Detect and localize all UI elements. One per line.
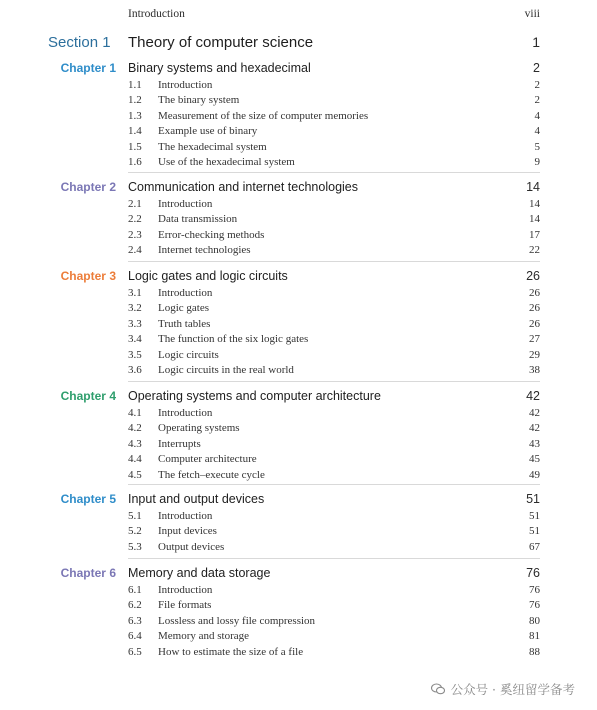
section-heading[interactable] bbox=[0, 34, 540, 56]
subentry-page: 88 bbox=[529, 645, 540, 658]
subentry-page: 76 bbox=[529, 599, 540, 612]
chapter-block bbox=[0, 389, 540, 484]
chapter-block bbox=[0, 566, 540, 661]
chapter-block bbox=[0, 492, 540, 556]
subentry-page: 81 bbox=[529, 630, 540, 643]
chapter-heading[interactable] bbox=[0, 492, 540, 510]
subentry-page: 4 bbox=[534, 125, 540, 138]
subentry-number: 3.6 bbox=[128, 363, 142, 376]
subentry-title: Introduction bbox=[158, 510, 213, 522]
toc-subentry[interactable] bbox=[0, 302, 540, 317]
subentry-number: 4.5 bbox=[128, 468, 142, 481]
toc-subentry[interactable] bbox=[0, 156, 540, 171]
subentry-page: 26 bbox=[529, 317, 540, 330]
subentry-number: 5.2 bbox=[128, 525, 142, 538]
subentry-number: 4.2 bbox=[128, 422, 142, 435]
toc-subentry[interactable] bbox=[0, 469, 540, 484]
subentry-page: 5 bbox=[534, 140, 540, 153]
chapter-divider bbox=[128, 261, 540, 262]
toc-subentry[interactable] bbox=[0, 333, 540, 348]
toc-subentry[interactable] bbox=[0, 584, 540, 599]
subentry-title: Introduction bbox=[158, 198, 213, 210]
subentry-number: 1.1 bbox=[128, 79, 142, 91]
chapter-divider bbox=[128, 381, 540, 382]
chapter-page: 76 bbox=[526, 566, 540, 580]
section-page: 1 bbox=[532, 34, 540, 50]
subentry-title: Data transmission bbox=[158, 213, 238, 226]
subentry-title: Lossless and lossy file compression bbox=[158, 614, 316, 627]
subentry-number: 3.5 bbox=[128, 348, 142, 361]
subentry-number: 4.3 bbox=[128, 437, 142, 450]
subentry-number: 3.3 bbox=[128, 317, 142, 330]
toc-subentry[interactable] bbox=[0, 630, 540, 645]
subentry-number: 6.3 bbox=[128, 614, 142, 627]
chapter-label: Chapter 6 bbox=[60, 566, 116, 580]
chapter-heading[interactable] bbox=[0, 389, 540, 407]
chapter-page: 2 bbox=[533, 61, 540, 75]
subentry-title: Logic circuits in the real world bbox=[158, 363, 294, 376]
subentry-title: Logic circuits bbox=[158, 348, 219, 361]
subentry-page: 26 bbox=[529, 287, 540, 299]
toc-subentry[interactable] bbox=[0, 541, 540, 556]
entry-page: viii bbox=[524, 8, 540, 20]
subentry-number: 1.4 bbox=[128, 125, 142, 138]
subentry-title: Interrupts bbox=[158, 437, 201, 450]
watermark-text: 公众号 · 奚纽留学备考 bbox=[450, 682, 575, 697]
chapter-title: Memory and data storage bbox=[128, 566, 271, 580]
toc-subentry[interactable] bbox=[0, 349, 540, 364]
subentry-page: 4 bbox=[534, 109, 540, 122]
subentry-title: Memory and storage bbox=[158, 630, 250, 643]
chapter-heading[interactable] bbox=[0, 269, 540, 287]
toc-subentry[interactable] bbox=[0, 318, 540, 333]
chapter-title: Binary systems and hexadecimal bbox=[128, 61, 311, 75]
subentry-page: 43 bbox=[529, 437, 540, 450]
subentry-page: 2 bbox=[534, 79, 540, 91]
toc-subentry[interactable] bbox=[0, 79, 540, 94]
chapter-page: 42 bbox=[526, 389, 540, 403]
chapter-label: Chapter 2 bbox=[60, 180, 116, 194]
subentry-title: Introduction bbox=[158, 407, 213, 419]
toc-subentry[interactable] bbox=[0, 599, 540, 614]
subentry-number: 1.3 bbox=[128, 109, 142, 122]
subentry-number: 3.4 bbox=[128, 333, 142, 346]
chapter-label: Chapter 4 bbox=[60, 389, 116, 403]
subentry-page: 51 bbox=[529, 525, 540, 538]
chapter-label: Chapter 1 bbox=[60, 61, 116, 75]
chapter-page: 26 bbox=[526, 269, 540, 283]
subentry-number: 2.1 bbox=[128, 198, 142, 210]
subentry-title: The fetch–execute cycle bbox=[158, 468, 265, 481]
subentry-number: 5.1 bbox=[128, 510, 142, 522]
subentry-page: 27 bbox=[529, 333, 540, 346]
subentry-title: Introduction bbox=[158, 287, 213, 299]
entry-title: Introduction bbox=[128, 8, 185, 20]
subentry-number: 4.1 bbox=[128, 407, 142, 419]
watermark bbox=[431, 680, 575, 698]
subentry-title: Introduction bbox=[158, 79, 213, 91]
subentry-title: Input devices bbox=[158, 525, 217, 538]
subentry-number: 2.2 bbox=[128, 213, 142, 226]
subentry-page: 9 bbox=[534, 155, 540, 168]
subentry-title: Computer architecture bbox=[158, 453, 257, 466]
subentry-number: 2.3 bbox=[128, 228, 142, 241]
toc-subentry[interactable] bbox=[0, 94, 540, 109]
subentry-title: File formats bbox=[158, 599, 212, 612]
toc-subentry[interactable] bbox=[0, 453, 540, 468]
chapter-divider bbox=[128, 484, 540, 485]
chapter-title: Operating systems and computer architecture bbox=[128, 389, 381, 403]
subentry-title: Use of the hexadecimal system bbox=[158, 155, 295, 168]
subentry-page: 76 bbox=[529, 584, 540, 596]
subentry-title: Example use of binary bbox=[158, 125, 258, 138]
subentry-number: 2.4 bbox=[128, 244, 142, 257]
subentry-number: 6.2 bbox=[128, 599, 142, 612]
subentry-page: 49 bbox=[529, 468, 540, 481]
subentry-title: The binary system bbox=[158, 94, 240, 107]
chapter-divider bbox=[128, 172, 540, 173]
subentry-title: Truth tables bbox=[158, 317, 211, 330]
chapter-page: 51 bbox=[526, 492, 540, 506]
subentry-title: Measurement of the size of computer memories bbox=[158, 109, 369, 122]
subentry-title: Introduction bbox=[158, 584, 213, 596]
chapter-heading[interactable] bbox=[0, 180, 540, 198]
subentry-title: Internet technologies bbox=[158, 244, 251, 257]
toc-entry-introduction[interactable] bbox=[128, 8, 540, 24]
section-title: Theory of computer science bbox=[128, 34, 314, 51]
subentry-number: 6.5 bbox=[128, 645, 142, 658]
subentry-title: How to estimate the size of a file bbox=[158, 645, 304, 658]
subentry-title: Operating systems bbox=[158, 422, 240, 435]
chapter-divider bbox=[128, 558, 540, 559]
toc-subentry[interactable] bbox=[0, 438, 540, 453]
subentry-title: Error-checking methods bbox=[158, 228, 265, 241]
wechat-icon bbox=[431, 683, 445, 695]
chapter-title: Logic gates and logic circuits bbox=[128, 269, 288, 283]
toc-subentry[interactable] bbox=[0, 141, 540, 156]
subentry-number: 4.4 bbox=[128, 453, 142, 466]
subentry-page: 45 bbox=[529, 453, 540, 466]
subentry-page: 67 bbox=[529, 540, 540, 553]
subentry-number: 6.1 bbox=[128, 584, 142, 596]
subentry-number: 3.2 bbox=[128, 302, 142, 315]
subentry-title: The hexadecimal system bbox=[158, 140, 267, 153]
chapter-block bbox=[0, 269, 540, 379]
chapter-label: Chapter 5 bbox=[60, 492, 116, 506]
toc-subentry[interactable] bbox=[0, 110, 540, 125]
subentry-page: 38 bbox=[529, 363, 540, 376]
chapter-heading[interactable] bbox=[0, 61, 540, 79]
subentry-number: 3.1 bbox=[128, 287, 142, 299]
subentry-page: 17 bbox=[529, 228, 540, 241]
toc-subentry[interactable] bbox=[0, 244, 540, 259]
subentry-page: 22 bbox=[529, 244, 540, 257]
chapter-page: 14 bbox=[526, 180, 540, 194]
subentry-page: 51 bbox=[529, 510, 540, 522]
toc-subentry[interactable] bbox=[0, 287, 540, 302]
subentry-title: The function of the six logic gates bbox=[158, 333, 309, 346]
toc-subentry[interactable] bbox=[0, 422, 540, 437]
chapter-block bbox=[0, 180, 540, 260]
subentry-page: 2 bbox=[534, 94, 540, 107]
chapter-title: Input and output devices bbox=[128, 492, 265, 506]
toc-subentry[interactable] bbox=[0, 229, 540, 244]
chapter-heading[interactable] bbox=[0, 566, 540, 584]
toc-subentry[interactable] bbox=[0, 198, 540, 213]
subentry-number: 1.2 bbox=[128, 94, 142, 107]
subentry-page: 14 bbox=[529, 213, 540, 226]
toc-subentry[interactable] bbox=[0, 213, 540, 228]
chapter-label: Chapter 3 bbox=[60, 269, 116, 283]
toc-subentry[interactable] bbox=[0, 646, 540, 661]
toc-subentry[interactable] bbox=[0, 525, 540, 540]
toc-subentry[interactable] bbox=[0, 364, 540, 379]
subentry-number: 1.5 bbox=[128, 140, 142, 153]
subentry-number: 1.6 bbox=[128, 155, 142, 168]
subentry-page: 29 bbox=[529, 348, 540, 361]
toc-subentry[interactable] bbox=[0, 125, 540, 140]
toc-subentry[interactable] bbox=[0, 510, 540, 525]
toc-subentry[interactable] bbox=[0, 407, 540, 422]
subentry-page: 14 bbox=[529, 198, 540, 210]
subentry-page: 26 bbox=[529, 302, 540, 315]
toc-subentry[interactable] bbox=[0, 615, 540, 630]
subentry-page: 42 bbox=[529, 422, 540, 435]
subentry-number: 5.3 bbox=[128, 540, 142, 553]
subentry-title: Output devices bbox=[158, 540, 225, 553]
subentry-title: Logic gates bbox=[158, 302, 210, 315]
chapter-title: Communication and internet technologies bbox=[128, 180, 358, 194]
subentry-page: 80 bbox=[529, 614, 540, 627]
subentry-page: 42 bbox=[529, 407, 540, 419]
subentry-number: 6.4 bbox=[128, 630, 142, 643]
chapter-block bbox=[0, 61, 540, 171]
section-label: Section 1 bbox=[48, 34, 111, 51]
